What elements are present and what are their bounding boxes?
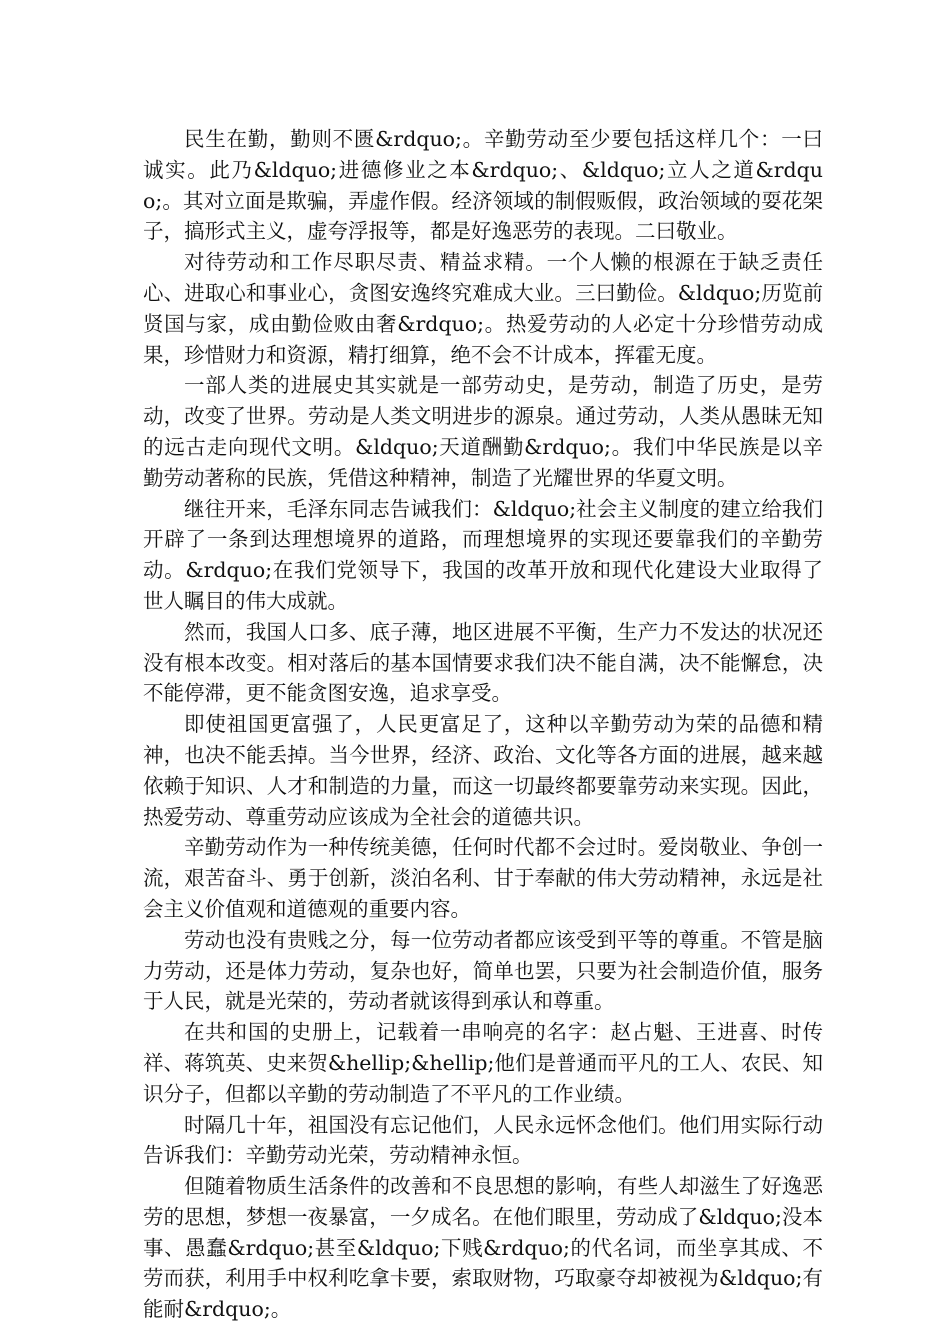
paragraph-10: 时隔几十年，祖国没有忘记他们，人民永远怀念他们。他们用实际行动告诉我们：辛勤劳动光荣，劳动精神永恒。 [143,1112,823,1168]
paragraph-1: 民生在勤，勤则不匮&rdquo;。辛勤劳动至少要包括这样几个：一曰诚实。此乃&ldquo;进德修业之本&rdquo;、&ldquo;立人之道&rdquo;。其对立面是欺骗，弄虚作假。经济领域的制假贩假，政治领域的耍花架子，搞形式主义，虚夸浮报等，都是好逸恶劳的表现。二曰敬业。 [143,127,823,244]
paragraph-3: 一部人类的进展史其实就是一部劳动史，是劳动，制造了历史，是劳动，改变了世界。劳动是人类文明进步的源泉。通过劳动，人类从愚昧无知的远古走向现代文明。&ldquo;天道酬勤&rdquo;。我们中华民族是以辛勤劳动著称的民族，凭借这种精神，制造了光耀世界的华夏文明。 [143,373,823,490]
paragraph-6: 即使祖国更富强了，人民更富足了，这种以辛勤劳动为荣的品德和精神，也决不能丢掉。当今世界，经济、政治、文化等各方面的进展，越来越依赖于知识、人才和制造的力量，而这一切最终都要靠劳动来实现。因此，热爱劳动、尊重劳动应该成为全社会的道德共识。 [143,712,823,829]
paragraph-7: 辛勤劳动作为一种传统美德，任何时代都不会过时。爱岗敬业、争创一流，艰苦奋斗、勇于创新，淡泊名利、甘于奉献的伟大劳动精神，永远是社会主义价值观和道德观的重要内容。 [143,835,823,921]
paragraph-5: 然而，我国人口多、底子薄，地区进展不平衡，生产力不发达的状况还没有根本改变。相对落后的基本国情要求我们决不能自满，决不能懈怠，决不能停滞，更不能贪图安逸，追求享受。 [143,619,823,706]
paragraph-2: 对待劳动和工作尽职尽责、精益求精。一个人懒的根源在于缺乏责任心、进取心和事业心，贪图安逸终究难成大业。三曰勤俭。&ldquo;历览前贤国与家，成由勤俭败由奢&rdquo;。热爱劳动的人必定十分珍惜劳动成果，珍惜财力和资源，精打细算，绝不会不计成本，挥霍无度。 [143,250,823,367]
document-body [143,124,823,1325]
paragraph-8: 劳动也没有贵贱之分，每一位劳动者都应该受到平等的尊重。不管是脑力劳动，还是体力劳动，复杂也好，简单也罢，只要为社会制造价值，服务于人民，就是光荣的，劳动者就该得到承认和尊重。 [143,927,823,1014]
paragraph-11: 但随着物质生活条件的改善和不良思想的影响，有些人却滋生了好逸恶劳的思想，梦想一夜暴富，一夕成名。在他们眼里，劳动成了&ldquo;没本事、愚蠢&rdquo;甚至&ldquo;下贱&rdquo;的代名词，而坐享其成、不劳而获，利用手中权利吃拿卡要，索取财物，巧取豪夺却被视为&ldquo;有能耐&rdquo;。 [143,1174,823,1322]
paragraph-4: 继往开来，毛泽东同志告诫我们：&ldquo;社会主义制度的建立给我们开辟了一条到达理想境界的道路，而理想境界的实现还要靠我们的辛勤劳动。&rdquo;在我们党领导下，我国的改革开放和现代化建设大业取得了世人瞩目的伟大成就。 [143,496,823,613]
paragraph-9: 在共和国的史册上，记载着一串响亮的名字：赵占魁、王进喜、时传祥、蒋筑英、史来贺&hellip;&hellip;他们是普通而平凡的工人、农民、知识分子，但都以辛勤的劳动制造了不平凡的工作业绩。 [143,1020,823,1106]
